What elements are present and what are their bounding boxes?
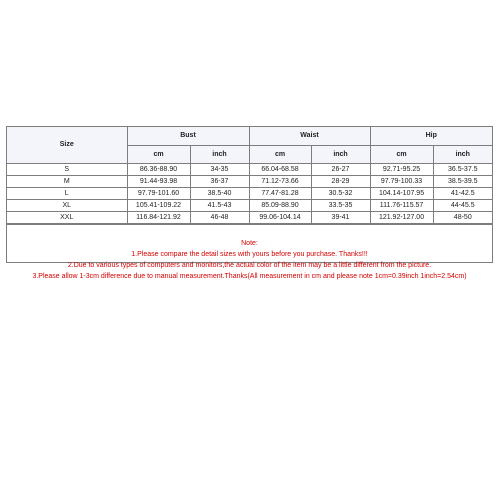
table-row	[7, 211, 492, 223]
waist-inch: 39-41	[311, 211, 370, 223]
waist-inch: 30.5-32	[311, 187, 370, 199]
size-label: XL	[7, 199, 127, 211]
table-row	[7, 187, 492, 199]
waist-cm: 85.09-88.90	[249, 199, 311, 211]
hip-cm: 97.79-100.33	[370, 175, 433, 187]
bust-inch-header: inch	[190, 145, 249, 163]
waist-header: Waist	[249, 127, 370, 145]
bust-inch: 38.5-40	[190, 187, 249, 199]
hip-inch: 44-45.5	[433, 199, 492, 211]
waist-cm: 77.47-81.28	[249, 187, 311, 199]
size-label: M	[7, 175, 127, 187]
size-label: S	[7, 163, 127, 175]
bust-cm: 86.36-88.90	[127, 163, 190, 175]
notes-section	[7, 224, 492, 283]
hip-inch: 38.5-39.5	[433, 175, 492, 187]
table-row	[7, 199, 492, 211]
bust-cm-header: cm	[127, 145, 190, 163]
hip-cm-header: cm	[370, 145, 433, 163]
bust-inch: 41.5-43	[190, 199, 249, 211]
waist-inch: 28-29	[311, 175, 370, 187]
waist-inch-header: inch	[311, 145, 370, 163]
notes-title: Note:	[241, 239, 258, 247]
waist-inch: 26-27	[311, 163, 370, 175]
waist-cm: 99.06-104.14	[249, 211, 311, 223]
note-line: 1.Please compare the detail sizes with yours before you purchase. Thanks!!!	[131, 250, 368, 258]
hip-cm: 92.71-95.25	[370, 163, 433, 175]
hip-header: Hip	[370, 127, 492, 145]
hip-inch: 36.5-37.5	[433, 163, 492, 175]
hip-cm: 121.92-127.00	[370, 211, 433, 223]
note-line: 3.Please allow 1-3cm difference due to manual measurement.Thanks(All measurement in cm and please note 1cm=0.39inch 1inch=2.54cm)	[32, 272, 467, 280]
bust-inch: 46-48	[190, 211, 249, 223]
note-line: 2.Due to various types of computers and monitors,the actual color of the item may be a little different from the picture.	[67, 261, 432, 269]
hip-cm: 104.14-107.95	[370, 187, 433, 199]
hip-inch-header: inch	[433, 145, 492, 163]
bust-cm: 116.84-121.92	[127, 211, 190, 223]
hip-cm: 111.76-115.57	[370, 199, 433, 211]
bust-cm: 97.79-101.60	[127, 187, 190, 199]
size-table	[7, 127, 492, 224]
bust-inch: 36-37	[190, 175, 249, 187]
table-row	[7, 175, 492, 187]
table-row	[7, 163, 492, 175]
hip-inch: 41-42.5	[433, 187, 492, 199]
size-header: Size	[7, 127, 127, 163]
bust-header: Bust	[127, 127, 249, 145]
waist-cm-header: cm	[249, 145, 311, 163]
size-label: L	[7, 187, 127, 199]
waist-cm: 66.04-68.58	[249, 163, 311, 175]
waist-inch: 33.5-35	[311, 199, 370, 211]
bust-inch: 34-35	[190, 163, 249, 175]
size-chart	[6, 126, 493, 280]
hip-inch: 48-50	[433, 211, 492, 223]
bust-cm: 105.41-109.22	[127, 199, 190, 211]
size-label: XXL	[7, 211, 127, 223]
bust-cm: 91.44-93.98	[127, 175, 190, 187]
waist-cm: 71.12-73.66	[249, 175, 311, 187]
